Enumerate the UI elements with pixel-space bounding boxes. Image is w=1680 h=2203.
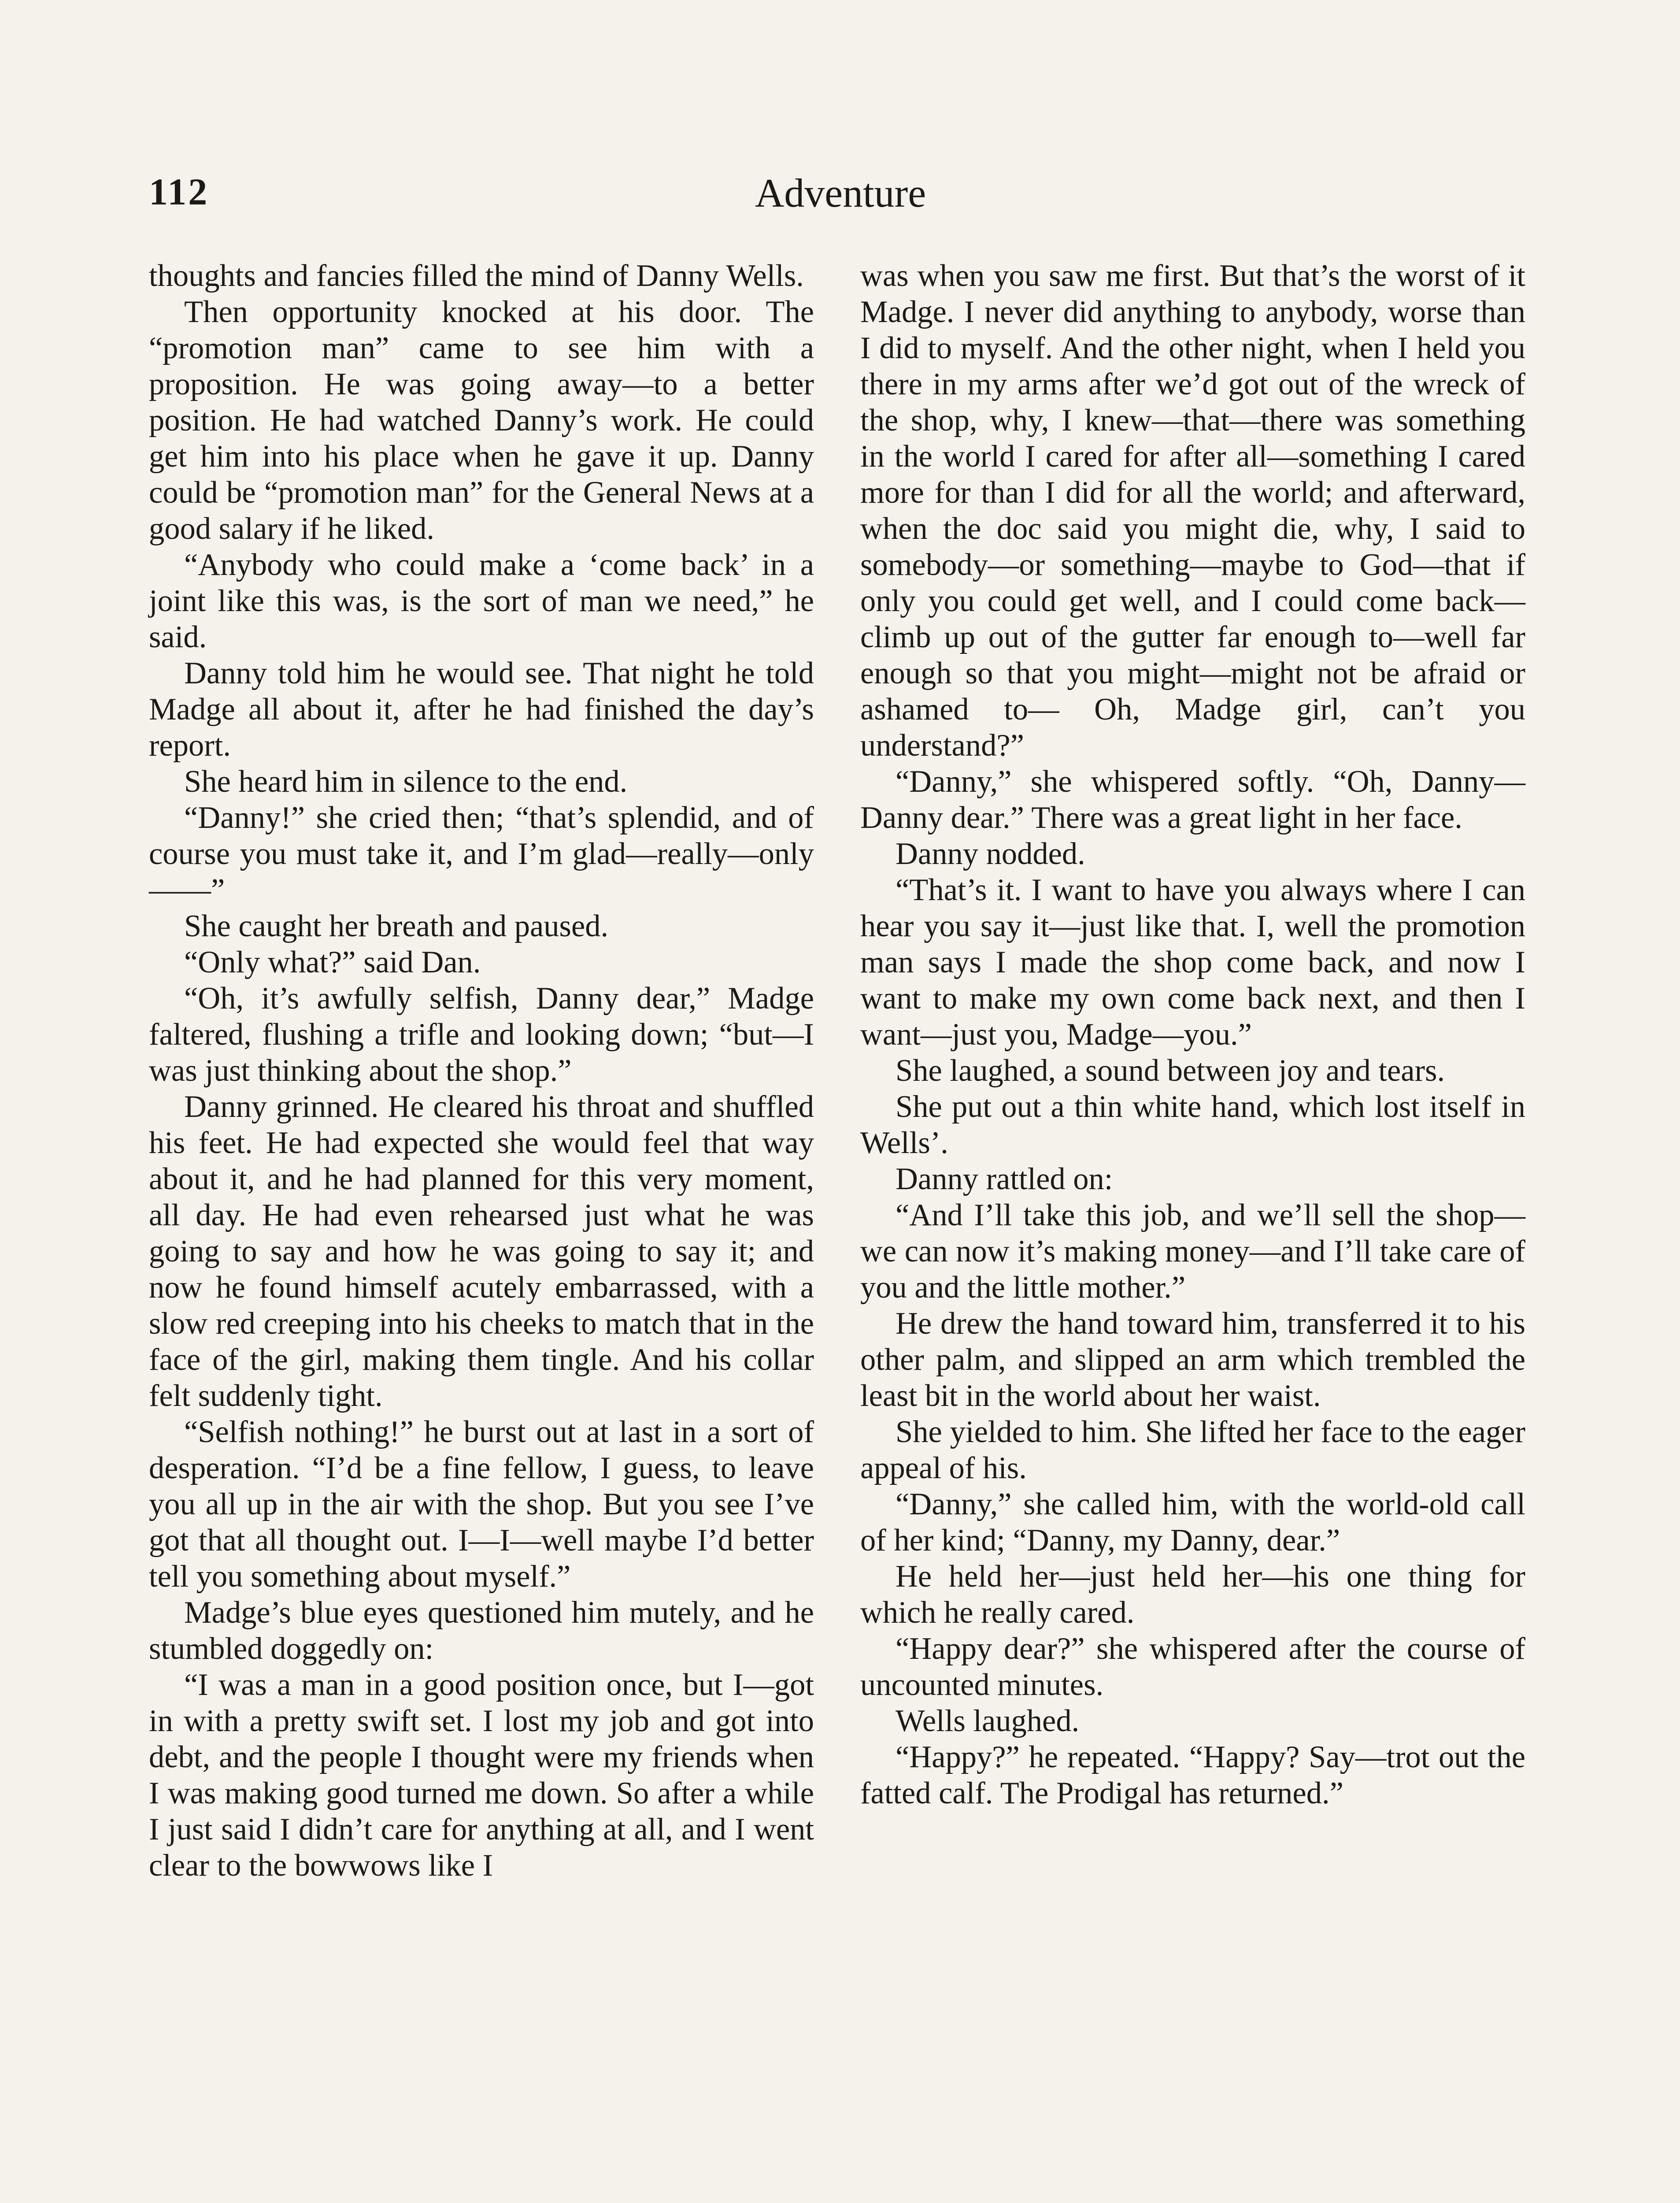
right-column-paragraph: was when you saw me first. But that’s the worst of it Madge. I never did anything to anybody, worse than I did to myself. And the other night, when I held you there in my arms after we’d got out of the wreck of the shop, why, I knew—that—there was something in the world I cared for after all—something I cared more for than I did for all the world; and afterward, when the doc said you might die, why, I said to somebody—or something—maybe to God—that if only you could get well, and I could come back—climb up out of the gutter far enough to—well far enough so that you might—might not be afraid or ashamed to— Oh, Madge girl, can’t you understand?” — [860, 259, 1525, 763]
left-column-paragraph: “Danny!” she cried then; “that’s splendid, and of course you must take it, and I’m glad—really—only——” — [149, 801, 814, 907]
left-column-paragraph: Then opportunity knocked at his door. The “promotion man” came to see him with a proposition. He was going away—to a better position. He had watched Danny’s work. He could get him into his place when he gave it up. Danny could be “promotion man” for the General News at a good salary if he liked. — [149, 295, 814, 546]
left-column-paragraph: “Selfish nothing!” he burst out at last in a sort of desperation. “I’d be a fine fellow, I guess, to leave you all up in the air with the shop. But you see I’ve got that all thought out. I—I—well maybe I’d better tell you something about myself.” — [149, 1415, 814, 1594]
left-column-paragraph: She heard him in silence to the end. — [184, 764, 628, 799]
page-header — [149, 170, 1532, 223]
right-column-paragraph: He held her—just held her—his one thing for which he really cared. — [860, 1559, 1525, 1630]
right-column-paragraph: Wells laughed. — [896, 1704, 1080, 1738]
left-column-paragraph: thoughts and fancies filled the mind of Danny Wells. — [149, 259, 804, 293]
left-column-paragraph: “Anybody who could make a ‘come back’ in a joint like this was, is the sort of man we need,” he said. — [149, 548, 814, 654]
page-number: 112 — [149, 171, 209, 213]
left-column-paragraph: “I was a man in a good position once, but I—got in with a pretty swift set. I lost my job and got into debt, and the people I thought were my friends when I was making good turned me down. So after a while I just said I didn’t care for anything at all, and I went clear to the bowwows like I — [149, 1668, 814, 1883]
running-title: Adventure — [755, 171, 926, 215]
left-column-paragraph: Danny grinned. He cleared his throat and shuffled his feet. He had expected she would feel that way about it, and he had planned for this very moment, all day. He had even rehearsed just what he was going to say and how he was going to say it; and now he found himself acutely embarrassed, with a slow red creeping into his cheeks to match that in the face of the girl, making them tingle. And his collar felt suddenly tight. — [149, 1090, 814, 1413]
right-column-paragraph: “Danny,” she whispered softly. “Oh, Danny—Danny dear.” There was a great light in her face. — [860, 764, 1525, 835]
left-column-paragraph: She caught her breath and paused. — [184, 909, 609, 943]
right-column-paragraph: She laughed, a sound between joy and tears. — [896, 1053, 1445, 1088]
right-column-paragraph: Danny nodded. — [896, 837, 1085, 871]
right-column-paragraph: “Danny,” she called him, with the world-old call of her kind; “Danny, my Danny, dear.” — [860, 1487, 1525, 1558]
right-column-paragraph: “And I’ll take this job, and we’ll sell the shop—we can now it’s making money—and I’ll take care of you and the little mother.” — [860, 1198, 1525, 1305]
right-column-paragraph: She yielded to him. She lifted her face to the eager appeal of his. — [860, 1415, 1525, 1485]
left-column-paragraph: “Oh, it’s awfully selfish, Danny dear,” Madge faltered, flushing a trifle and looking down; “but—I was just thinking about the shop.” — [149, 981, 814, 1088]
left-column-paragraph: “Only what?” said Dan. — [184, 945, 481, 979]
left-column-paragraph: Madge’s blue eyes questioned him mutely, and he stumbled doggedly on: — [149, 1595, 814, 1666]
right-column-paragraph: He drew the hand toward him, transferred it to his other palm, and slipped an arm which trembled the least bit in the world about her waist. — [860, 1306, 1525, 1413]
right-column-paragraph: “That’s it. I want to have you always where I can hear you say it—just like that. I, well the promotion man says I made the shop come back, and now I want to make my own come back next, and then I want—just you, Madge—you.” — [860, 873, 1525, 1052]
right-column-paragraph: “Happy?” he repeated. “Happy? Say—trot out the fatted calf. The Prodigal has returned.” — [860, 1740, 1525, 1810]
right-column-paragraph: She put out a thin white hand, which lost itself in Wells’. — [860, 1090, 1525, 1160]
right-column-paragraph: Danny rattled on: — [896, 1162, 1113, 1196]
right-text-column — [860, 258, 1525, 2152]
left-text-column — [149, 258, 814, 2152]
right-column-paragraph: “Happy dear?” she whispered after the course of uncounted minutes. — [860, 1632, 1525, 1702]
left-column-paragraph: Danny told him he would see. That night he told Madge all about it, after he had finished the day’s report. — [149, 656, 814, 763]
